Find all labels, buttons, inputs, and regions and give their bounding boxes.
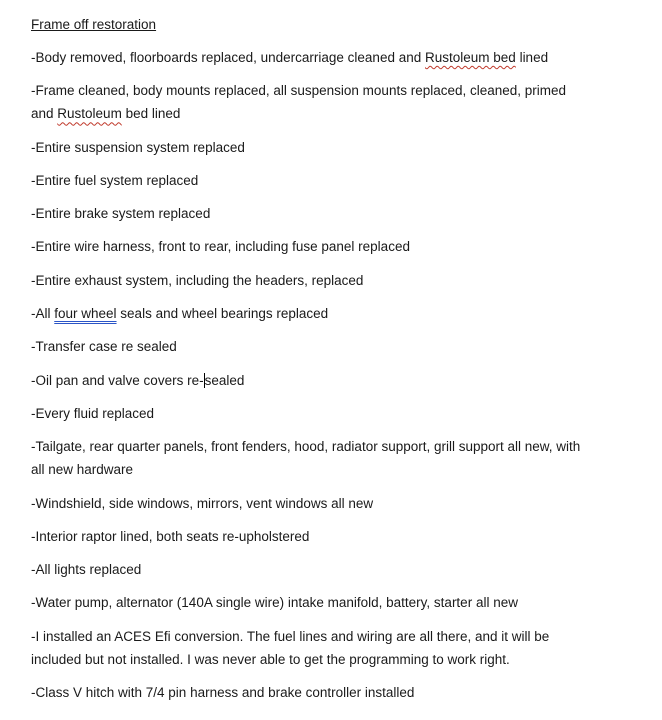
list-item: -Entire fuel system replaced [31,172,199,188]
list-item: -All lights replaced [31,562,142,578]
spellcheck-flagged-text[interactable]: Rustoleum bed [425,50,516,65]
item-text: -Frame cleaned, body mounts replaced, all suspension mounts replaced, cleaned, primed and [31,83,567,122]
item-text: -Body removed, floorboards replaced, undercarriage cleaned and [31,50,425,65]
list-item: -Entire wire harness, front to rear, including fuse panel replaced [31,239,410,255]
item-text: -All [31,306,55,322]
list-item: -Entire exhaust system, including the headers, replaced [31,272,364,288]
list-item: -Every fluid replaced [31,405,155,421]
item-text: seals and wheel bearings replaced [116,306,329,322]
spellcheck-flagged-text[interactable]: Rustoleum [57,106,122,122]
list-item [31,79,591,125]
document-body[interactable] [31,13,631,714]
item-text: lined [515,50,549,65]
item-text: sealed [204,372,245,388]
list-item: -Transfer case re sealed [31,339,177,355]
list-item: -Class V hitch with 7/4 pin harness and brake controller installed [31,685,415,701]
list-item [31,302,631,325]
list-item [31,369,631,392]
item-text: -Oil pan and valve covers re- [31,372,204,388]
list-item: -Tailgate, rear quarter panels, front fenders, hood, radiator support, grill support all new, with all new hardware [31,439,581,478]
list-item: -Windshield, side windows, mirrors, vent windows all new [31,495,374,511]
list-item: -I installed an ACES Efi conversion. The fuel lines and wiring are all there, and it will be included but not installed. I was never able to get the programming to work right. [31,628,550,667]
list-item [31,46,631,69]
list-item: -Entire brake system replaced [31,206,211,222]
item-text: bed lined [121,106,181,122]
list-item: -Water pump, alternator (140A single wire) intake manifold, battery, starter all new [31,595,518,611]
grammar-flagged-text[interactable]: four wheel [54,306,117,322]
list-item: -Entire suspension system replaced [31,139,245,155]
list-item: -Interior raptor lined, both seats re-upholstered [31,528,310,544]
document-heading: Frame off restoration [31,17,157,32]
